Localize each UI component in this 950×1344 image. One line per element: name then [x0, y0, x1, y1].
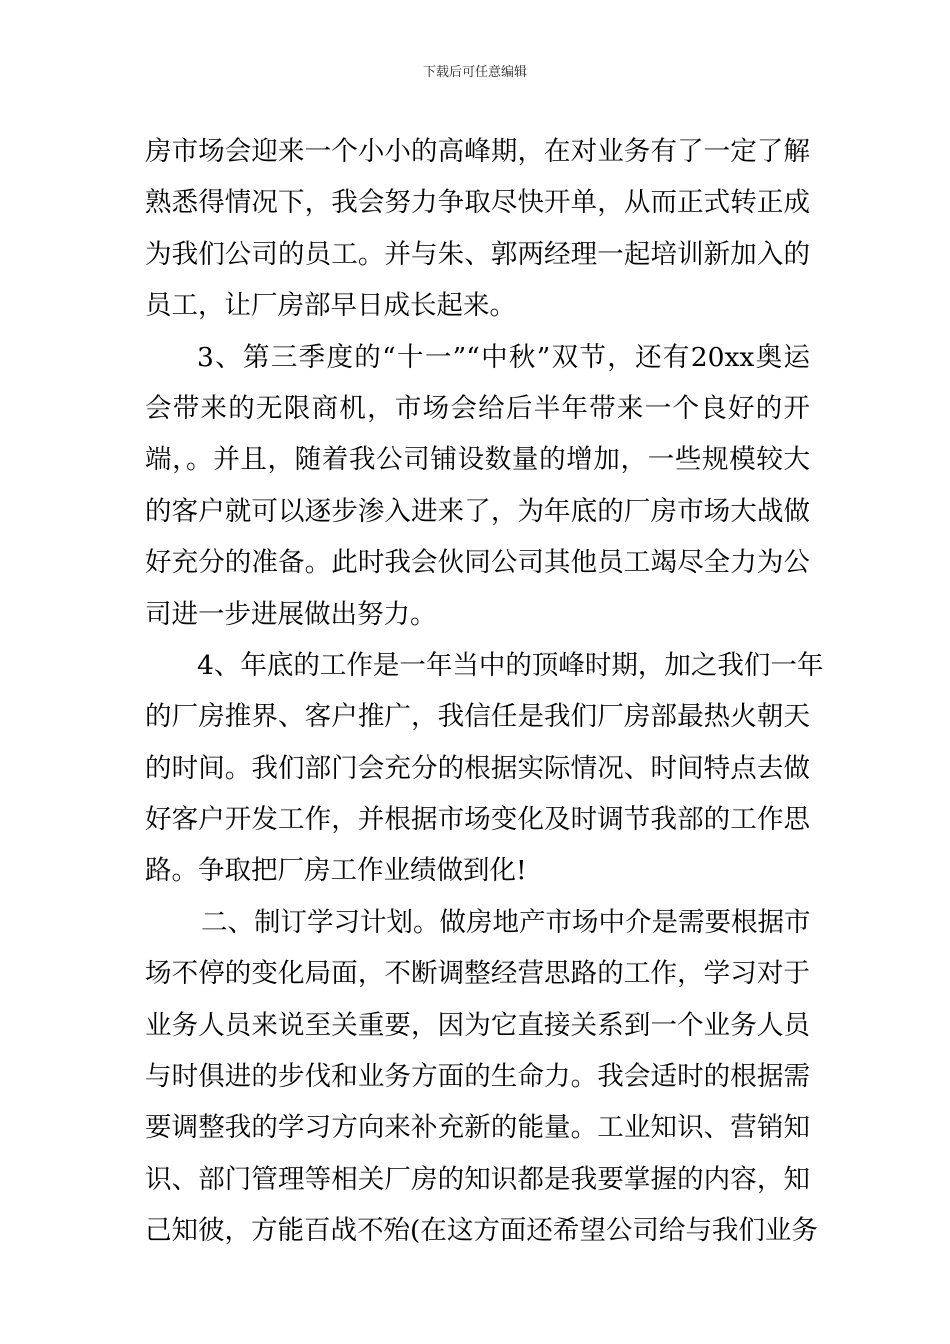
text-line: 业务人员来说至关重要，因为它直接关系到一个业务人员 [145, 1009, 810, 1041]
text-line: 二、制订学习计划。做房地产市场中介是需要根据市 [201, 906, 811, 938]
text-line: 路。争取把厂房工作业绩做到化! [145, 855, 527, 887]
page-header: 下载后可任意编辑 [422, 65, 527, 80]
text-line: 的厂房推界、客户推广，我信任是我们厂房部最热火朝天 [145, 701, 810, 733]
text-line: 场不停的变化局面，不断调整经营思路的工作，学习对于 [145, 958, 810, 990]
text-line: 好客户开发工作，并根据市场变化及时调节我部的工作思 [145, 804, 810, 836]
text-line: 为我们公司的员工。并与朱、郭两经理一起培训新加入的 [145, 238, 810, 270]
document-body [145, 126, 824, 1257]
text-line: 熟悉得情况下，我会努力争取尽快开单，从而正式转正成 [145, 187, 810, 219]
text-line: 房市场会迎来一个小小的高峰期，在对业务有了一定了解 [145, 136, 810, 167]
text-line: 员工，让厂房部早日成长起来。 [145, 290, 516, 322]
text-line: 要调整我的学习方向来补充新的能量。工业知识、营销知 [145, 1112, 810, 1144]
text-line: 的客户就可以逐步渗入进来了，为年底的厂房市场大战做 [145, 495, 810, 527]
text-line: 的时间。我们部门会充分的根据实际情况、时间特点去做 [145, 752, 810, 784]
text-line: 识、部门管理等相关厂房的知识都是我要掌握的内容，知 [145, 1163, 810, 1195]
text-line: 己知彼，方能百战不殆(在这方面还希望公司给与我们业务 [145, 1215, 818, 1247]
text-line: 3、第三季度的“十一”“中秋”双节，还有20xx奥运 [197, 341, 810, 373]
text-line: 与时俱进的步伐和业务方面的生命力。我会适时的根据需 [145, 1061, 810, 1093]
text-line: 好充分的准备。此时我会伙同公司其他员工竭尽全力为公 [145, 547, 810, 579]
text-line: 端，。并且，随着我公司铺设数量的增加，一些规模较大 [145, 444, 810, 476]
text-line: 4、年底的工作是一年当中的顶峰时期，加之我们一年 [197, 649, 824, 681]
text-line: 司进一步进展做出努力。 [145, 598, 437, 630]
text-line: 会带来的无限商机，市场会给后半年带来一个良好的开 [145, 392, 810, 424]
